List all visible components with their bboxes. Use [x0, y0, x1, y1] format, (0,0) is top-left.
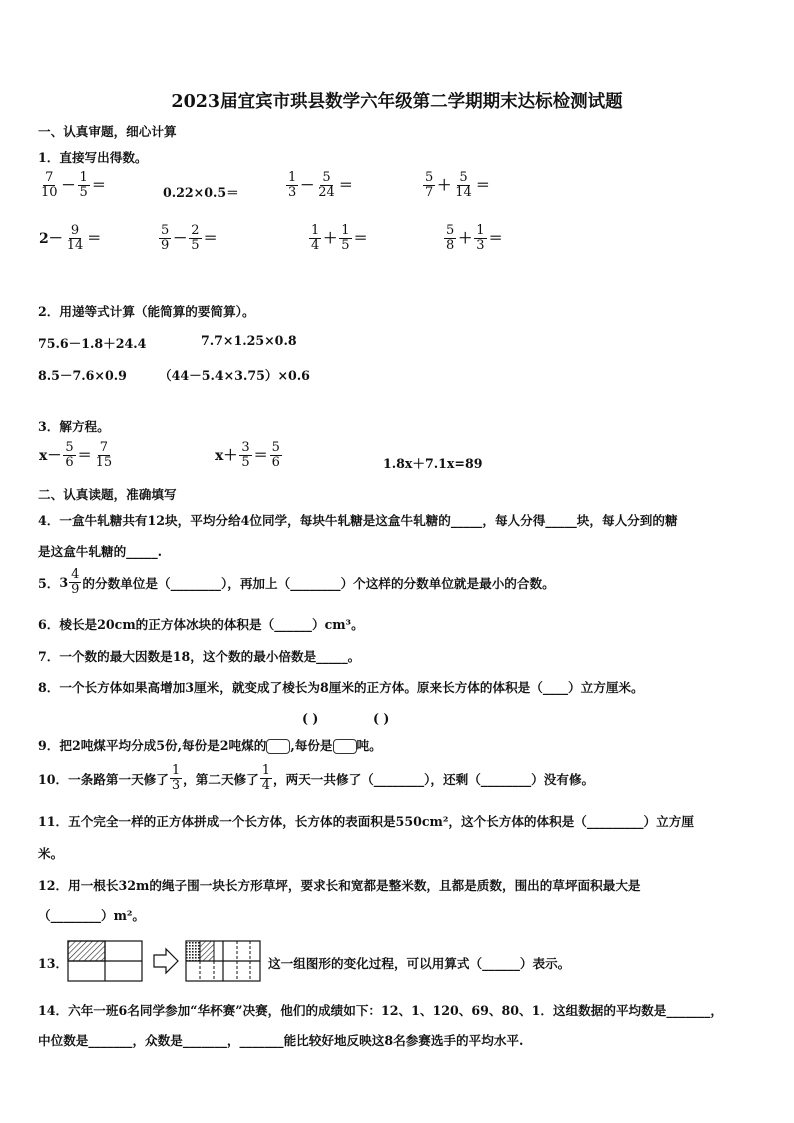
q9: 9．把2吨煤平均分成5份,每份是2吨煤的 ,每份是 吨。	[38, 738, 382, 753]
q12-line-1: 12．用一根长32m的绳子围一块长方形草坪，要求长和宽都是整米数，且都是质数，围出的草坪面积最大是	[38, 878, 641, 893]
q9-paren-1: ( )	[302, 711, 319, 726]
q9-blank-1[interactable]	[266, 739, 290, 754]
q2-expr-1: 75.6－1.8＋24.4	[38, 336, 147, 351]
q11-line-2: 米。	[38, 846, 64, 861]
q12-line-2: （________）m²。	[38, 908, 145, 923]
q1-expr-1: $\frac{7}{10}$ － $\frac{1}{5}$ ＝	[41, 170, 106, 200]
q1-label: 1．直接写出得数。	[38, 150, 148, 165]
q2-expr-3: 8.5－7.6×0.9	[38, 368, 127, 383]
q13-rect-after	[186, 941, 260, 981]
section-1-heading: 一、认真审题，细心计算	[38, 124, 177, 139]
q1-expr-4: $\frac{5}{7}$ ＋ $\frac{5}{14}$ ＝	[425, 170, 490, 200]
q13-text: 这一组图形的变化过程，可以用算式（______）表示。	[268, 956, 571, 971]
q4-line-2: 是这盒牛轧糖的_____.	[38, 544, 163, 559]
q9-paren-2: ( )	[373, 711, 390, 726]
q1-expr-3: $\frac{1}{3}$ － $\frac{5}{24}$ ＝	[288, 170, 353, 200]
q11-line-1: 11．五个完全一样的正方体拼成一个长方体，长方体的表面积是550cm²，这个长方体的体积是（_________）立方厘	[38, 814, 694, 829]
q1-expr-5: 2－ $\frac{9}{14}$ ＝	[39, 223, 102, 253]
q3-equation-1: x－ $\frac{5}{6}$ ＝ $\frac{7}{15}$	[39, 440, 113, 470]
q8: 8．一个长方体如果高增加3厘米，就变成了棱长为8厘米的正方体。原来长方体的体积是（____）立方厘米。	[38, 680, 644, 695]
q1-expr-8: $\frac{5}{8}$ ＋ $\frac{1}{3}$ ＝	[446, 223, 503, 253]
q5: 5． 3 $\frac{4}{9}$ 的分数单位是（________），再加上（________）个这样的分数单位就是最小的合数。	[38, 567, 555, 597]
q2-label: 2．用递等式计算（能简算的要简算）。	[38, 304, 255, 319]
q13-figure	[66, 939, 262, 983]
q13-label: 13．	[38, 956, 69, 971]
section-2-heading: 二、认真读题，准确填写	[38, 487, 177, 502]
q10: 10．一条路第一天修了 $\frac{1}{3}$ ，第二天修了 $\frac{1}{4}$ ，两天一共修了（________），还剩（________）没有修。	[38, 763, 595, 793]
q1-expr-7: $\frac{1}{4}$ ＋ $\frac{1}{5}$ ＝	[311, 223, 368, 253]
q2-expr-2: 7.7×1.25×0.8	[201, 333, 297, 348]
q9-blank-2[interactable]	[333, 739, 357, 754]
q3-equation-2: x＋ $\frac{3}{5}$ ＝ $\frac{5}{6}$	[215, 440, 280, 470]
q1-expr-2: 0.22×0.5＝	[163, 185, 239, 200]
q4-line-1: 4．一盒牛轧糖共有12块，平均分给4位同学，每块牛轧糖是这盒牛轧糖的_____，每人分得_____块，每人分到的糖	[38, 513, 678, 528]
arrow-right-icon	[154, 949, 178, 973]
q14-line-2: 中位数是_______，众数是_______，_______能比较好地反映这8名参赛选手的平均水平.	[38, 1033, 524, 1048]
q2-expr-4: （44－5.4×3.75）×0.6	[159, 368, 310, 383]
q14-line-1: 14．六年一班6名同学参加“华杯赛”决赛，他们的成绩如下：12、1、120、69、80、1．这组数据的平均数是_______，	[38, 1003, 723, 1018]
q3-label: 3．解方程。	[38, 419, 110, 434]
q6: 6．棱长是20cm的正方体冰块的体积是（______）cm³。	[38, 617, 364, 632]
q3-equation-3: 1.8x＋7.1x=89	[383, 456, 483, 471]
q1-expr-6: $\frac{5}{9}$ － $\frac{2}{5}$ ＝	[161, 223, 218, 253]
page-title: 2023届宜宾市珙县数学六年级第二学期期末达标检测试题	[171, 92, 623, 112]
q7: 7．一个数的最大因数是18，这个数的最小倍数是_____。	[38, 649, 361, 664]
q13-rect-before	[68, 941, 142, 981]
